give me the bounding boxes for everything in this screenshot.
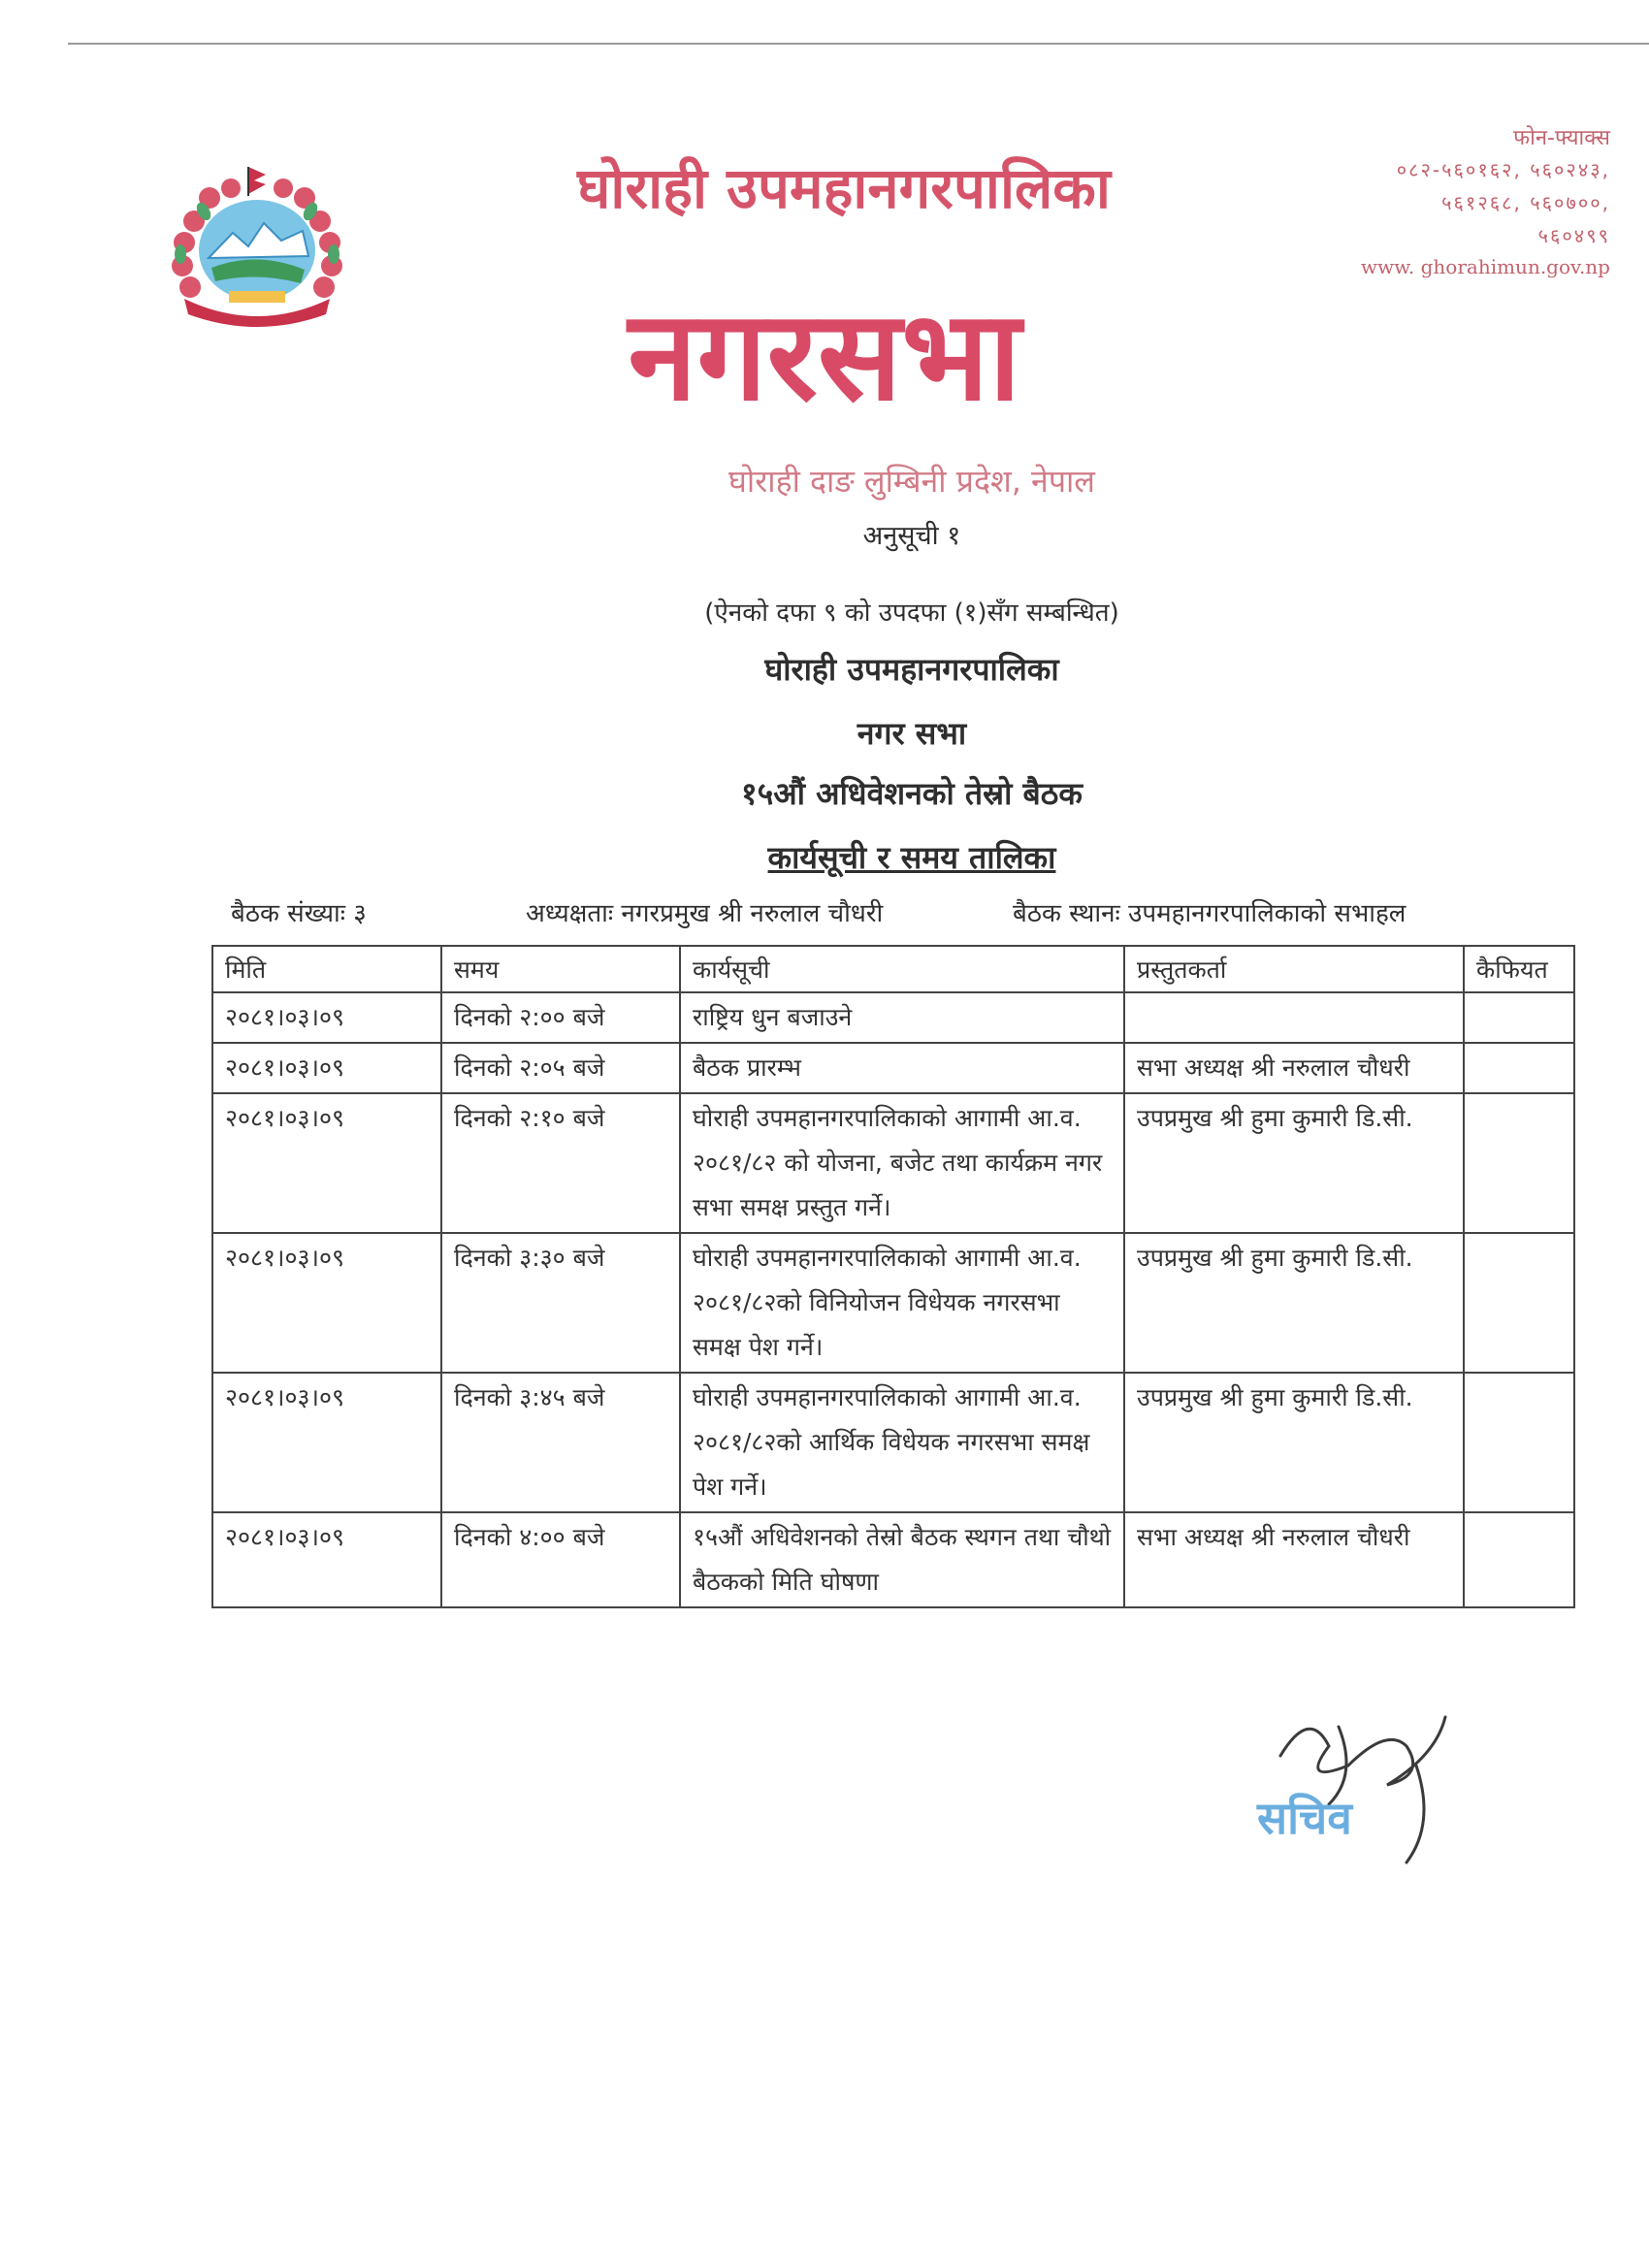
cell-date: २०८१।०३।०९ [212,992,441,1043]
meeting-meta [0,894,1649,933]
cell-time: दिनको २:०० बजे [441,992,680,1043]
cell-agenda: राष्ट्रिय धुन बजाउने [680,992,1124,1043]
cell-agenda: बैठक प्रारम्भ [680,1043,1124,1093]
cell-agenda: घोराही उपमहानगरपालिकाको आगामी आ.व. २०८१/८२ को योजना, बजेट तथा कार्यक्रम नगर सभा समक्ष प्रस्तुत गर्ने। [680,1093,1124,1233]
cell-remarks [1464,1512,1574,1607]
table-row [212,1043,1574,1093]
table-header-row [212,946,1574,992]
cell-remarks [1464,1093,1574,1233]
agenda-title: कार्यसूची र समय तालिका [767,839,1056,876]
header-date: मिति [212,946,441,992]
cell-agenda: १५औं अधिवेशनको तेस्रो बैठक स्थगन तथा चौथो बैठकको मिति घोषणा [680,1512,1124,1607]
table-row [212,1512,1574,1607]
header-remarks: कैफियत [1464,946,1574,992]
table-row [212,1233,1574,1373]
agenda-table [211,945,1575,1608]
table-row [212,1093,1574,1233]
cell-presenter [1124,992,1464,1043]
cell-remarks [1464,1043,1574,1093]
cell-remarks [1464,1373,1574,1512]
cell-date: २०८१।०३।०९ [212,1093,441,1233]
cell-remarks [1464,1233,1574,1373]
cell-time: दिनको २:१० बजे [441,1093,680,1233]
website-link[interactable]: www. ghorahimun.gov.np [1360,255,1610,278]
letterhead-org-name: घोराही उपमहानगरपालिका [577,155,1111,221]
cell-time: दिनको ३:३० बजे [441,1233,680,1373]
cell-presenter: सभा अध्यक्ष श्री नरुलाल चौधरी [1124,1512,1464,1607]
cell-presenter: उपप्रमुख श्री हुमा कुमारी डि.सी. [1124,1093,1464,1233]
cell-time: दिनको २:०५ बजे [441,1043,680,1093]
phone-fax-label: फोन-फ्याक्स [1513,126,1610,150]
notice-org-name: घोराही उपमहानगरपालिका [764,651,1059,688]
phone-numbers-line-1: ०८२-५६०१६२, ५६०२४३, [1396,158,1610,181]
notice-session-title: १५औं अधिवेशनको तेस्रो बैठक [741,775,1083,812]
cell-presenter: सभा अध्यक्ष श्री नरुलाल चौधरी [1124,1043,1464,1093]
table-row [212,1373,1574,1512]
notice-assembly: नगर सभा [857,715,967,752]
legal-reference: (ऐनको दफा ९ को उपदफा (१)सँग सम्बन्धित) [704,599,1119,628]
header-presenter: प्रस्तुतकर्ता [1124,946,1464,992]
header-time: समय [441,946,680,992]
cell-date: २०८१।०३।०९ [212,1373,441,1512]
cell-agenda: घोराही उपमहानगरपालिकाको आगामी आ.व. २०८१/८२को विनियोजन विधेयक नगरसभा समक्ष पेश गर्ने। [680,1233,1124,1373]
top-rule [68,43,1649,45]
cell-date: २०८१।०३।०९ [212,1512,441,1607]
phone-numbers-line-2: ५६१२६८, ५६०७००, [1441,191,1610,214]
letterhead-address: घोराही दाङ लुम्बिनी प्रदेश, नेपाल [728,463,1095,500]
cell-date: २०८१।०३।०९ [212,1233,441,1373]
schedule-number: अनुसूची १ [862,521,961,551]
cell-time: दिनको ४:०० बजे [441,1512,680,1607]
meeting-number: बैठक संख्याः ३ [231,899,367,928]
phone-numbers-line-3: ५६०४९९ [1537,224,1610,247]
header-agenda: कार्यसूची [680,946,1124,992]
cell-remarks [1464,992,1574,1043]
table-row [212,992,1574,1043]
cell-time: दिनको ३:४५ बजे [441,1373,680,1512]
cell-presenter: उपप्रमुख श्री हुमा कुमारी डि.सी. [1124,1373,1464,1512]
meeting-venue: बैठक स्थानः उपमहानगरपालिकाको सभाहल [1013,899,1406,928]
letterhead-assembly-title: नगरसभा [628,284,1021,429]
secretary-signature [1242,1688,1474,1882]
meeting-chair: अध्यक्षताः नगरप्रमुख श्री नरुलाल चौधरी [526,899,884,928]
cell-presenter: उपप्रमुख श्री हुमा कुमारी डि.सी. [1124,1233,1464,1373]
cell-agenda: घोराही उपमहानगरपालिकाको आगामी आ.व. २०८१/८२को आर्थिक विधेयक नगरसभा समक्ष पेश गर्ने। [680,1373,1124,1512]
secretary-stamp-text: सचिव [1257,1792,1352,1844]
cell-date: २०८१।०३।०९ [212,1043,441,1093]
